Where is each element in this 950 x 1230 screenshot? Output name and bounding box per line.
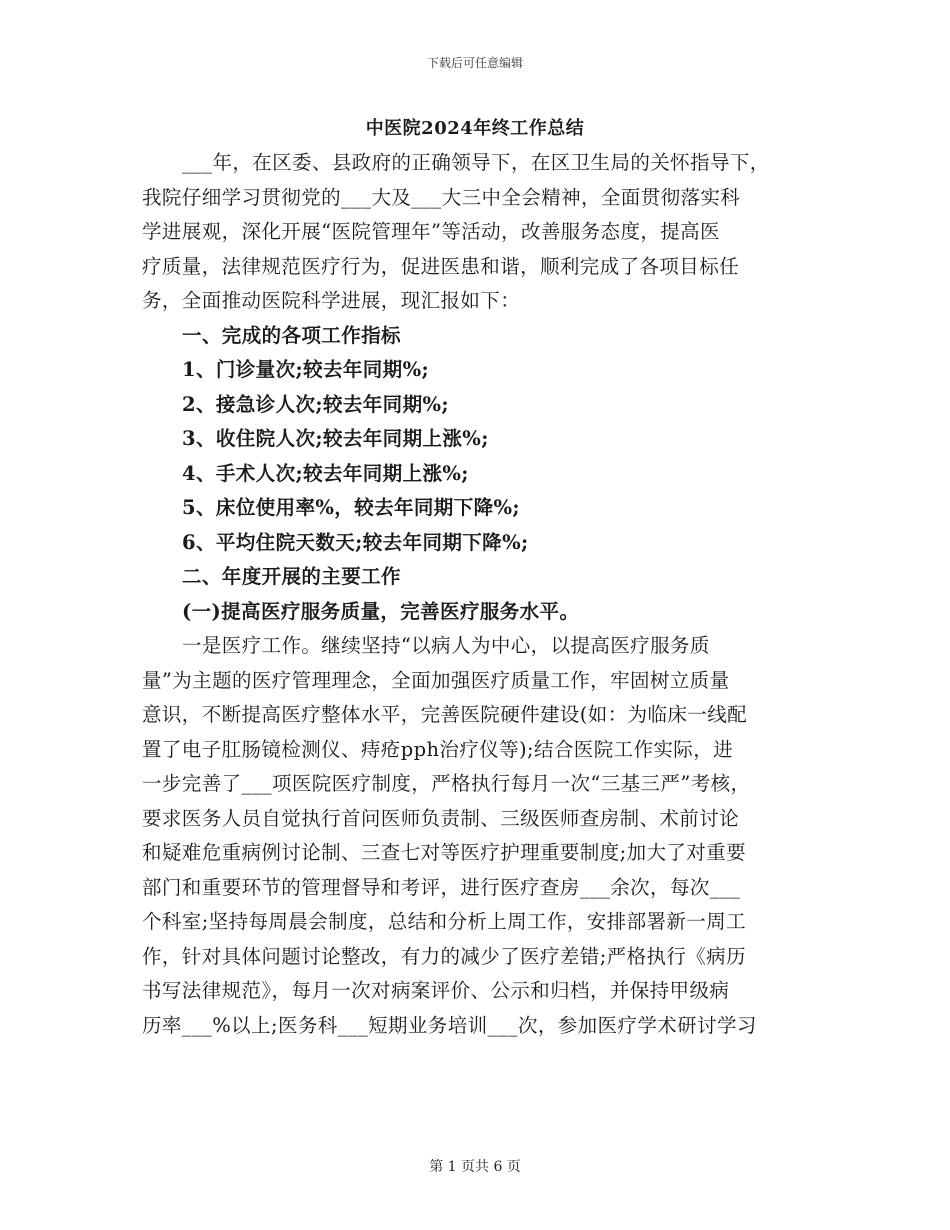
section-heading: 二、年度开展的主要工作 xyxy=(182,565,401,588)
paragraph-line: 一是医疗工作。继续坚持“以病人为中心，以提高医疗服务质 xyxy=(182,634,710,657)
paragraph-line: 量”为主题的医疗管理理念，全面加强医疗质量工作，牢固树立质量 xyxy=(142,668,730,692)
paragraph-line: 作，针对具体问题讨论整改，有力的减少了医疗差错;严格执行《病历 xyxy=(142,944,746,968)
paragraph-line: 历率___%以上;医务科___短期业务培训___次，参加医疗学术研讨学习 xyxy=(142,1013,757,1037)
paragraph-line: 一步完善了___项医院医疗制度，严格执行每月一次“三基三严”考核， xyxy=(142,772,751,795)
list-item: 4、手术人次;较去年同期上涨%; xyxy=(182,461,469,485)
paragraph-line: 书写法律规范》，每月一次对病案评价、公示和归档，并保持甲级病 xyxy=(142,979,730,1002)
list-item: 1、门诊量次;较去年同期%; xyxy=(182,358,430,381)
paragraph-line: 部门和重要环节的管理督导和考评，进行医疗查房___余次，每次___ xyxy=(142,875,741,899)
subsection-heading: (一)提高医疗服务质量，完善医疗服务水平。 xyxy=(182,599,580,623)
document-title: 中医院2024年终工作总结 xyxy=(365,118,585,139)
page-number: 第 1 页共 6 页 xyxy=(429,1159,521,1175)
paragraph-line: 和疑难危重病例讨论制、三查七对等医疗护理重要制度;加大了对重要 xyxy=(142,841,746,864)
document-body xyxy=(142,146,822,1043)
section-heading: 一、完成的各项工作指标 xyxy=(182,323,401,347)
paragraph-line: 学进展观，深化开展“医院管理年”等活动，改善服务态度，提高医 xyxy=(142,220,720,243)
paragraph-line: ___年，在区委、县政府的正确领导下，在区卫生局的关怀指导下， xyxy=(182,151,770,174)
list-item: 3、收住院人次;较去年同期上涨%; xyxy=(182,427,489,450)
list-item: 5、床位使用率%，较去年同期下降%; xyxy=(182,496,521,519)
paragraph-line: 务，全面推动医院科学进展，现汇报如下： xyxy=(142,289,521,312)
paragraph-line: 意识，不断提高医疗整体水平，完善医院硬件建设(如：为临床一线配 xyxy=(142,703,748,726)
list-item: 2、接急诊人次;较去年同期%; xyxy=(182,392,449,416)
paragraph-line: 我院仔细学习贯彻党的___大及___大三中全会精神，全面贯彻落实科 xyxy=(142,185,741,209)
paragraph-line: 要求医务人员自觉执行首问医师负责制、三级医师查房制、术前讨论 xyxy=(142,806,740,830)
paragraph-line: 疗质量，法律规范医疗行为，促进医患和谐，顺利完成了各项目标任 xyxy=(142,254,740,278)
paragraph-line: 置了电子肛肠镜检测仪、痔疮pph治疗仪等);结合医院工作实际，进 xyxy=(142,737,734,761)
paragraph-line: 个科室;坚持每周晨会制度，总结和分析上周工作，安排部署新一周工 xyxy=(142,910,746,933)
list-item: 6、平均住院天数天;较去年同期下降%; xyxy=(182,530,529,554)
page-header-note: 下载后可任意编辑 xyxy=(426,56,523,70)
